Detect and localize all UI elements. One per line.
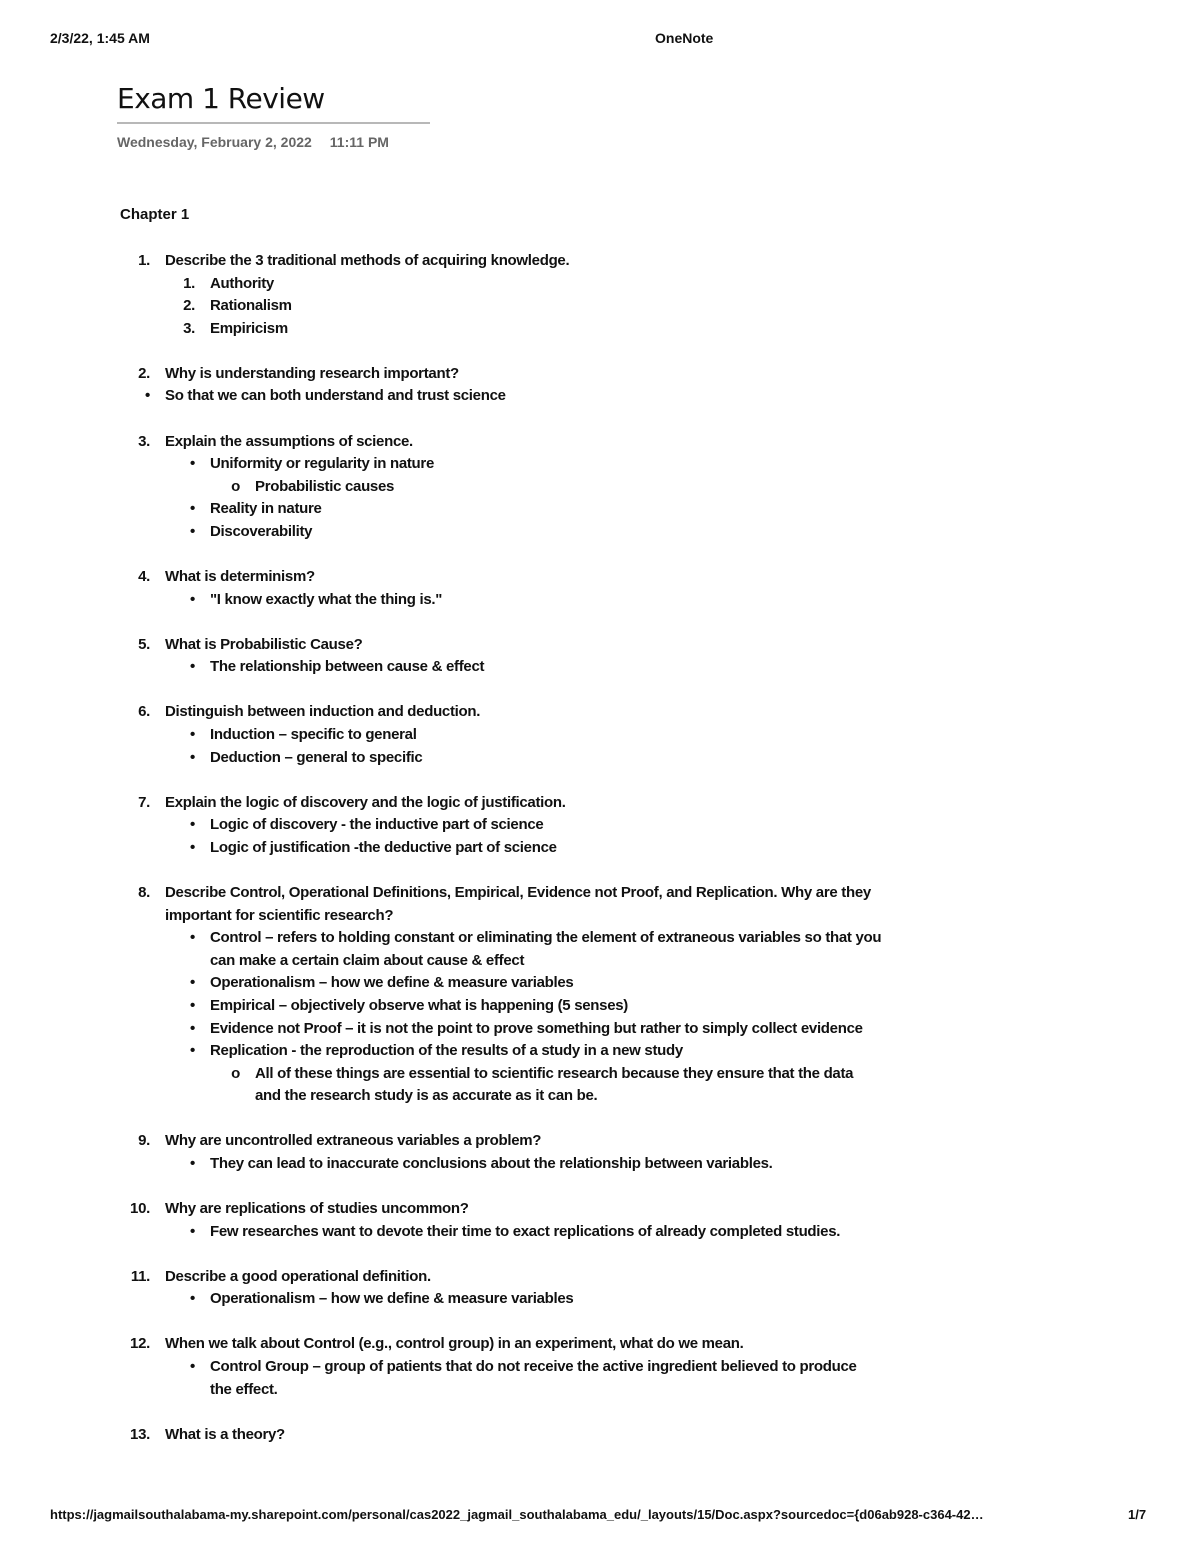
question-text: Describe Control, Operational Definitions, Empirical, Evidence not Proof, and Replication. Why are they important for scientific research?: [165, 883, 871, 924]
list-number: 3.: [183, 319, 195, 337]
bullet-icon: [165, 656, 195, 679]
bullet-icon: [165, 927, 195, 950]
question-text: What is Probabilistic Cause?: [165, 635, 363, 653]
question-list: [0, 250, 1200, 1469]
list-number: 1.: [183, 274, 195, 292]
circle-bullet-icon: [210, 476, 240, 499]
bullet-icon: [165, 1288, 195, 1311]
question-number: 1.: [138, 252, 150, 269]
question-number: 13.: [130, 1425, 150, 1443]
answer-item: Empirical – objectively observe what is happening (5 senses): [210, 996, 628, 1014]
question-number: 12.: [130, 1335, 150, 1353]
list-number: 2.: [183, 297, 195, 315]
print-page-number: 1/7: [1128, 1507, 1147, 1522]
bullet-icon: [165, 1040, 195, 1063]
question-1: [0, 250, 1200, 340]
answer-subitem: Probabilistic causes: [255, 477, 395, 495]
bullet-icon: [120, 385, 150, 408]
answer-item: Rationalism: [210, 297, 292, 315]
question-10: [0, 1198, 1200, 1243]
bullet-icon: [165, 747, 195, 770]
page-title: Exam 1 Review: [117, 82, 325, 115]
print-app-name: OneNote: [655, 30, 714, 46]
page-date: Wednesday, February 2, 2022: [117, 134, 312, 150]
answer-item: Deduction – general to specific: [210, 748, 423, 766]
question-text: What is a theory?: [165, 1425, 285, 1443]
question-number: 2.: [138, 364, 150, 382]
question-number: 11.: [130, 1267, 150, 1285]
question-number: 6.: [138, 703, 150, 721]
question-number: 8.: [138, 883, 150, 901]
answer-item: "I know exactly what the thing is.": [210, 590, 443, 608]
question-text: What is determinism?: [165, 568, 315, 586]
section-heading: Chapter 1: [120, 206, 190, 223]
title-underline: [117, 122, 430, 124]
answer-item: Uniformity or regularity in nature: [210, 455, 434, 473]
bullet-icon: [165, 814, 195, 837]
answer-item: Discoverability: [210, 522, 313, 540]
question-3: [0, 431, 1200, 544]
bullet-icon: [165, 1221, 195, 1244]
bullet-icon: [165, 972, 195, 995]
question-number: 4.: [138, 568, 150, 586]
answer-item: Replication - the reproduction of the results of a study in a new study: [210, 1042, 683, 1060]
question-9: [0, 1130, 1200, 1175]
bullet-icon: [165, 995, 195, 1018]
question-text: Distinguish between induction and deduction.: [165, 703, 481, 721]
question-text: Describe the 3 traditional methods of acquiring knowledge.: [165, 252, 570, 269]
answer-item: Few researches want to devote their time to exact replications of already completed studies.: [210, 1222, 841, 1240]
bullet-icon: [165, 1356, 195, 1379]
question-text: Explain the logic of discovery and the logic of justification.: [165, 793, 566, 811]
question-12: [0, 1333, 1200, 1401]
answer-item: The relationship between cause & effect: [210, 658, 485, 676]
answer-item: Logic of discovery - the inductive part of science: [210, 816, 544, 834]
question-text: When we talk about Control (e.g., control group) in an experiment, what do we mean.: [165, 1335, 744, 1353]
question-number: 10.: [130, 1200, 150, 1218]
page-meta: [117, 134, 389, 150]
answer-item: Authority: [210, 274, 274, 292]
question-2: [0, 363, 1200, 408]
answer-item: Induction – specific to general: [210, 726, 417, 743]
question-text: Describe a good operational definition.: [165, 1267, 431, 1285]
question-text: Why are replications of studies uncommon?: [165, 1200, 469, 1218]
answer-subitem: All of these things are essential to scientific research because they ensure that the data and the research study is as accurate as it can be.: [255, 1064, 854, 1105]
bullet-icon: [165, 837, 195, 860]
bullet-icon: [165, 724, 195, 747]
question-4: [0, 566, 1200, 611]
question-5: [0, 634, 1200, 679]
answer-item: Control – refers to holding constant or eliminating the element of extraneous variables so that you can make a certain claim about cause & effect: [210, 929, 882, 969]
print-footer-url: https://jagmailsouthalabama-my.sharepoint.com/personal/cas2022_jagmail_southalabama_edu/_layouts/15/Doc.aspx?sourcedoc={d06ab928-c364-42…: [50, 1507, 984, 1522]
answer-item: Logic of justification -the deductive part of science: [210, 838, 557, 856]
answer-item: Empiricism: [210, 319, 288, 337]
answer-item: They can lead to inaccurate conclusions about the relationship between variables.: [210, 1155, 773, 1172]
question-8: [0, 882, 1200, 1108]
bullet-icon: [165, 498, 195, 521]
bullet-icon: [165, 521, 195, 544]
question-number: 9.: [138, 1132, 150, 1150]
answer-item: Evidence not Proof – it is not the point to prove something but rather to simply collect evidence: [210, 1019, 863, 1037]
question-text: Why are uncontrolled extraneous variables a problem?: [165, 1132, 542, 1150]
page-time: 11:11 PM: [329, 134, 389, 150]
bullet-icon: [165, 1018, 195, 1041]
circle-bullet-icon: [210, 1063, 240, 1086]
answer-item: So that we can both understand and trust science: [165, 387, 506, 405]
bullet-icon: [165, 589, 195, 612]
question-text: Why is understanding research important?: [165, 364, 459, 382]
question-text: Explain the assumptions of science.: [165, 432, 413, 450]
answer-item: Reality in nature: [210, 500, 322, 518]
answer-item: Control Group – group of patients that do not receive the active ingredient believed to produce the effect.: [210, 1358, 857, 1398]
question-number: 7.: [138, 793, 150, 811]
answer-item: Operationalism – how we define & measure variables: [210, 1290, 574, 1308]
answer-item: Operationalism – how we define & measure variables: [210, 974, 574, 992]
question-13: [0, 1424, 1200, 1447]
question-11: [0, 1266, 1200, 1311]
question-number: 5.: [138, 635, 150, 653]
bullet-icon: [165, 453, 195, 476]
question-7: [0, 792, 1200, 860]
question-number: 3.: [138, 432, 150, 450]
bullet-icon: [165, 1153, 195, 1176]
question-6: [0, 701, 1200, 769]
print-datetime: 2/3/22, 1:45 AM: [50, 30, 150, 46]
